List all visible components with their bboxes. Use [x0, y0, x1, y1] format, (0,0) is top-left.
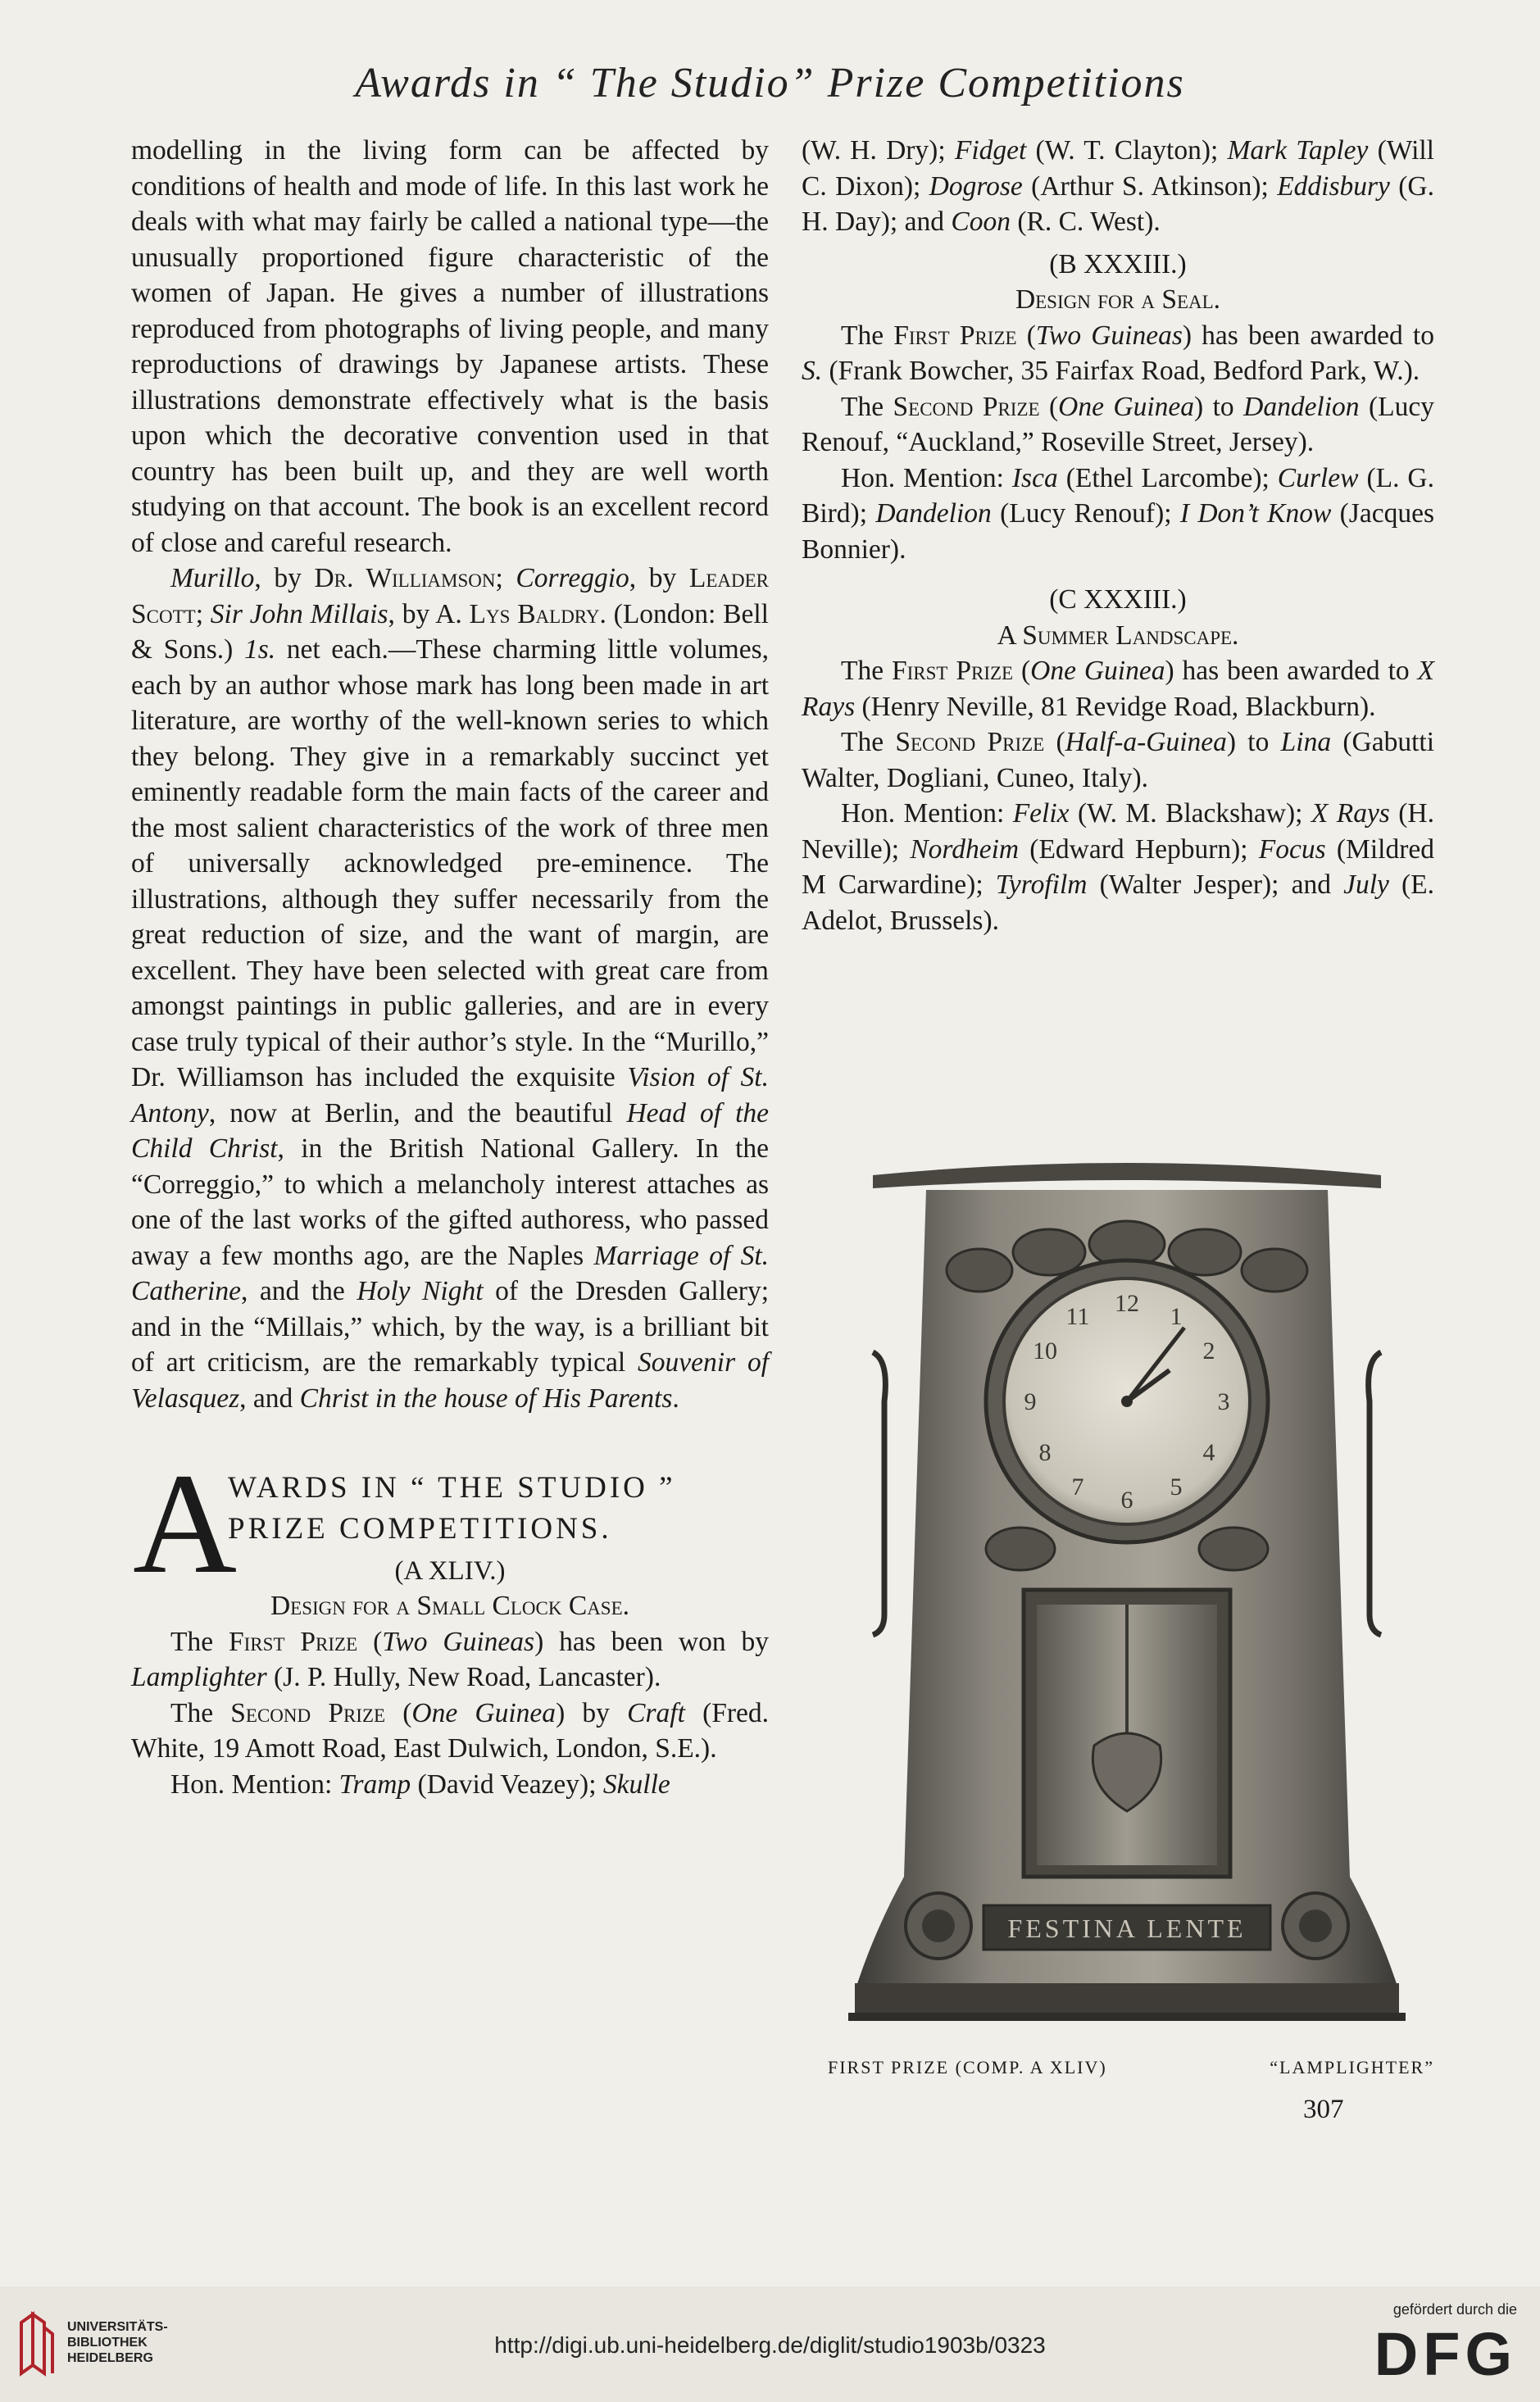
award-first-prize: The First Prize (Two Guineas) has been awarded to S. (Frank Bowcher, 35 Fairfax Road, Bedford Park, W.). [802, 320, 1434, 386]
svg-text:5: 5 [1170, 1473, 1183, 1501]
funding-label: gefördert durch die [1392, 2301, 1517, 2318]
caption-right: “LAMPLIGHTER” [1270, 2057, 1434, 2077]
award-first-prize: The First Prize (Two Guineas) has been won by Lamplighter (J. P. Hully, New Road, Lancaster). [131, 1626, 770, 1692]
svg-text:6: 6 [1120, 1487, 1133, 1514]
dfg-logo: DFG [1374, 2320, 1517, 2388]
section-heading [131, 1444, 769, 1604]
award-second-prize: The Second Prize (One Guinea) to Dandelion (Lucy Renouf, “Auckland,” Roseville Street, Jersey). [802, 391, 1434, 457]
competition-number: (B XXXIII.) [1049, 248, 1187, 279]
right-column [802, 133, 1434, 938]
motto-inscription: FESTINA LENTE [1007, 1914, 1247, 1943]
library-name: UNIVERSITÄTS- BIBLIOTHEK HEIDELBERG [67, 2320, 168, 2365]
svg-text:8: 8 [1038, 1439, 1052, 1466]
svg-text:1: 1 [1170, 1303, 1183, 1330]
award-hon-mention: Hon. Mention: Felix (W. M. Blackshaw); X Rays (H. Neville); Nordheim (Edward Hepburn); Focus (Mildred M Carwardine); Tyrofilm (Walter Jesper); and July (E. Adelot, Brussels). [802, 798, 1435, 936]
award-second-prize: The Second Prize (Half-a-Guinea) to Lina (Gabutti Walter, Dogliani, Cuneo, Italy). [802, 727, 1434, 793]
figure-caption [828, 2057, 1434, 2078]
drop-cap: A [133, 1444, 238, 1604]
heading-line-1: WARDS IN “ THE STUDIO ” [228, 1471, 676, 1505]
competition-number: (A XLIV.) [394, 1556, 506, 1586]
running-head: Awards in “ The Studio” Prize Competitions [355, 60, 1185, 107]
paragraph-book-review: Murillo, by Dr. Williamson; Correggio, by Leader Scott; Sir John Millais, by A. Lys Baldry. (London: Bell & Sons.) 1s. net each.—These charming little volumes, each by an author whose mark has long been made in art literature, are worthy of the well-known series to which they belong. They give in a remarkably succinct yet eminently readable form the main facts of the career and the most salient characteristics of the work of three men of universally acknowledged pre-eminence. The illustrations, although they suffer necessarily from the great reduction of size, and the want of margin, are excellent. They have been selected with great care from amongst paintings in public galleries, and are in every case truly typical of their author’s style. In the “Murillo,” Dr. Williamson has included the exquisite Vision of St. Antony, now at Berlin, and the beautiful Head of the Child Christ, in the British National Gallery. In the “Correggio,” to which a melancholy interest attaches as one of the last works of the gifted authoress, who passed away a few months ago, are the Naples Marriage of St. Catherine, and the Holy Night of the Dresden Gallery; and in the “Millais,” which, by the way, is a brilliant bit of art criticism, are the remarkably typical Souvenir of Velasquez, and Christ in the house of His Parents. [131, 563, 770, 1414]
award-hon-mention: Hon. Mention: Isca (Ethel Larcombe); Curlew (L. G. Bird); Dandelion (Lucy Renouf); I Don’t Know (Jacques Bonnier). [802, 462, 1435, 565]
page-number: 307 [1303, 2095, 1344, 2124]
paragraph-continued: (W. H. Dry); Fidget (W. T. Clayton); Mark Tapley (Will C. Dixon); Dogrose (Arthur S. Atkinson); Eddisbury (G. H. Day); and Coon (R. C. West). [802, 135, 1434, 237]
digitization-footer [0, 2286, 1540, 2402]
paragraph: modelling in the living form can be affected by conditions of health and mode of life. In this last work he deals with what may fairly be called a national type—the unusually proportioned figure characteristic of the women of Japan. He gives a number of illustrations reproduced from photographs of living people, and many reproductions of drawings by Japanese artists. These illustrations demonstrate effectively what is the basis upon which the decorative convention used in that country has been built up, and they are well worth studying on that account. The book is an excellent record of close and careful research. [131, 135, 769, 558]
svg-text:3: 3 [1217, 1388, 1230, 1415]
svg-text:11: 11 [1065, 1303, 1090, 1330]
award-hon-mention: Hon. Mention: Tramp (David Veazey); Skulle [170, 1769, 670, 1800]
clock-case-illustration [848, 1156, 1406, 2024]
heading-line-2: PRIZE COMPETITIONS. [228, 1512, 612, 1546]
svg-text:12: 12 [1115, 1290, 1139, 1317]
svg-text:2: 2 [1202, 1337, 1215, 1364]
competition-title: A Summer Landscape. [997, 620, 1239, 651]
competition-title: Design for a Seal. [1015, 284, 1221, 315]
left-column [131, 133, 769, 1802]
competition-number: (C XXXIII.) [1049, 584, 1187, 615]
svg-text:7: 7 [1071, 1473, 1084, 1501]
caption-left: FIRST PRIZE (COMP. A XLIV) [828, 2057, 1107, 2077]
award-first-prize: The First Prize (One Guinea) has been awarded to X Rays (Henry Neville, 81 Revidge Road, Blackburn). [802, 656, 1435, 722]
competition-title: Design for a Small Clock Case. [270, 1591, 630, 1621]
svg-text:9: 9 [1024, 1388, 1037, 1415]
svg-text:4: 4 [1202, 1439, 1215, 1466]
svg-text:10: 10 [1033, 1337, 1057, 1364]
source-url-link[interactable]: http://digi.ub.uni-heidelberg.de/diglit/studio1903b/0323 [494, 2332, 1046, 2358]
award-second-prize: The Second Prize (One Guinea) by Craft (Fred. White, 19 Amott Road, East Dulwich, London, S.E.). [131, 1697, 770, 1764]
